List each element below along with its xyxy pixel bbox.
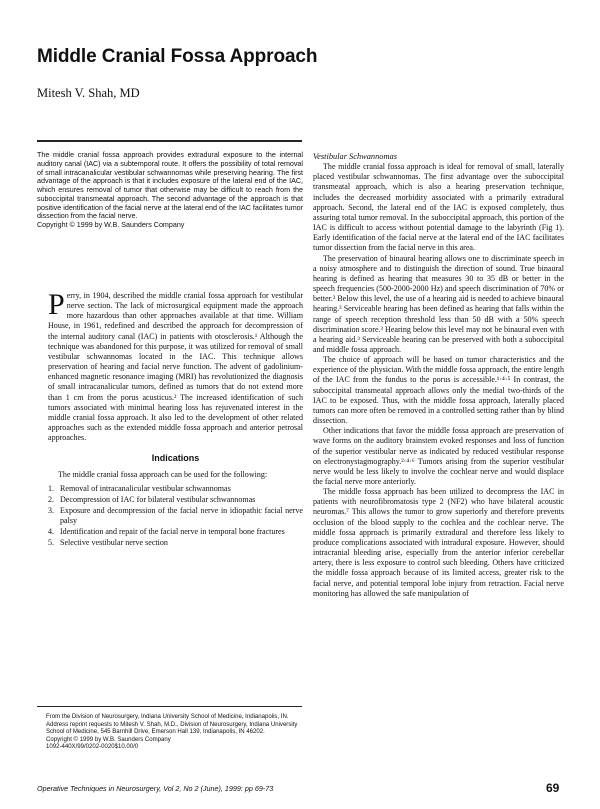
title-divider: [37, 140, 302, 142]
list-text: Identification and repair of the facial nerve in temporal bone fractures: [60, 527, 285, 537]
footnote-code: 1092-440X/99/0202-0020$10.00/0: [46, 744, 139, 751]
list-number: 4.: [48, 527, 55, 537]
abstract-text: The middle cranial fossa approach provides extradural exposure to the internal auditory canal (IAC) via a subtemporal route. It offers the possibility of total removal of small intracanalicular vestibular schwannomas while preserving hearing. The first advantage of the approach is that it includes exposure of the lateral end of the IAC, which ensures removal of tumor that otherwise may be difficult to reach from the suboccipital transmeatal approach. The second advantage of the approach is that positive identification of the facial nerve at the lateral end of the IAC facilitates tumor dissection from the facial nerve.: [37, 151, 303, 221]
list-text: Decompression of IAC for bilateral vestibular schwannomas: [60, 494, 256, 504]
abstract-copyright: Copyright © 1999 by W.B. Saunders Company: [37, 221, 185, 229]
list-number: 2.: [48, 494, 55, 504]
drop-cap: P: [48, 288, 65, 321]
list-item: [48, 495, 303, 505]
journal-citation: Operative Techniques in Neurosurgery, Vol 2, No 2 (June), 1999: pp 69-73: [37, 784, 274, 793]
footnote-copyright: Copyright © 1999 by W.B. Saunders Company: [46, 736, 171, 743]
list-text: Exposure and decompression of the facial nerve in idiopathic facial nerve palsy: [60, 505, 303, 526]
right-column: [313, 152, 564, 599]
article-title: Middle Cranial Fossa Approach: [37, 46, 318, 67]
footnote-divider: [37, 706, 302, 707]
indications-heading: Indications: [151, 453, 200, 464]
list-item: [48, 538, 303, 548]
body-paragraph: The middle cranial fossa approach is ideal for removal of small, laterally placed vestibular schwannomas. The first advantage over the suboccipital transmeatal approach, which is also a hearing preservation technique, includes the decreased morbidity associated with a primarily extradural approach. Second, the lateral end of the IAC is exposed completely, thus assuring total tumor removal. In the suboccipital approach, this portion of the IAC is difficult to access without potential damage to the labyrinth (Fig 1). Early identification of the facial nerve at the lateral end of the IAC facilitates tumor dissection from the facial nerve in this area.: [313, 162, 564, 253]
list-item: [48, 484, 303, 494]
list-number: 5.: [48, 538, 55, 548]
list-item: [48, 527, 303, 537]
intro-paragraph: [48, 288, 303, 443]
page-number: 69: [546, 781, 560, 795]
list-number: 3.: [48, 505, 55, 515]
intro-text: erry, in 1904, described the middle cranial fossa approach for vestibular nerve section. The lack of microsurgical equipment made the approach more hazardous than other approaches available at that time. William House, in 1961, redefined and described the approach for decompression of the internal auditory canal (IAC) in patients with otosclerosis.¹ Although the technique was abandoned for this purpose, it was utilized for removal of small vestibular schwannomas located in the IAC. This technique allows preservation of hearing and facial nerve function. The advent of gadolinium-enhanced magnetic resonance imaging (MRI) has revolutionized the diagnosis of small intracanalicular tumors, defined as tumors that do not extend more than 1 cm from the porus acusticus.² The increased identification of such tumors associated with minimal hearing loss has rejuvenated interest in the middle cranial fossa approach. It also led to the development of other related approaches such as the extended middle fossa approach and anterior petrosal approaches.: [48, 291, 303, 443]
abstract: [37, 151, 303, 230]
footnote: [37, 714, 302, 752]
list-number: 1.: [48, 483, 55, 493]
body-paragraph: Other indications that favor the middle fossa approach are preservation of wave forms on the auditory brainstem evoked responses and loss of function of the superior vestibular nerve as indicated by reduced vestibular response on electronystagmography.²·⁴·⁶ Tumors arising from the superior vestibular nerve would be less likely to involve the cochlear nerve and would displace the facial nerve more anteriorly.: [313, 426, 564, 486]
body-paragraph: The preservation of binaural hearing allows one to discriminate speech in a noisy atmosphere and to distinguish the direction of sound. True binaural hearing is defined as hearing that measures 30 to 35 dB or better in the speech frequencies (500-2000-2000 Hz) and speech discrimination of 70% or better.³ Below this level, the use of a hearing aid is needed to achieve binaural hearing.³ Serviceable hearing has been defined as hearing that falls within the range of speech reception threshold less than 50 dB with a 50% speech discrimination score.³ Hearing below this level may not be binaural even with a hearing aid.³ Serviceable hearing can be preserved with both a suboccipital and middle fossa approach.: [313, 253, 564, 354]
left-column: [48, 288, 303, 550]
list-text: Selective vestibular nerve section: [60, 538, 168, 548]
list-text: Removal of intracanalicular vestibular schwannomas: [60, 483, 231, 493]
author-name: Mitesh V. Shah, MD: [37, 86, 140, 100]
list-item: [48, 506, 303, 526]
footnote-address: Address reprint requests to Mitesh V. Shah, M.D., Division of Neurosurgery, Indiana University School of Medicine, 545 Barnhill Drive, Emerson Hall 139, Indianapolis, IN 46202.: [46, 721, 298, 736]
indications-list: [48, 484, 303, 549]
section-subheading: Vestibular Schwannomas: [313, 152, 397, 161]
indications-intro: The middle cranial fossa approach can be used for the following:: [58, 469, 268, 479]
footnote-affiliation: From the Division of Neurosurgery, Indiana University School of Medicine, Indianapolis, IN.: [46, 714, 289, 720]
body-paragraph: The choice of approach will be based on tumor characteristics and the experience of the physician. With the middle fossa approach, the entire length of the IAC from the fundus to the porus is accessible.¹·⁴·⁵ In contrast, the suboccipital transmeatal approach allows only the medial two-thirds of the IAC to be exposed. Thus, with the middle fossa approach, laterally placed tumors can more often be removed in a controlled setting rather than by blind dissection.: [313, 355, 564, 426]
body-paragraph: The middle fossa approach has been utilized to decompress the IAC in patients with neurofibromatosis type 2 (NF2) who have bilateral acoustic neuromas.⁷ This allows the tumor to grow superiorly and therefore prevents occlusion of the blood supply to the cochlea and the cochlear nerve. The middle fossa approach is primarily extradural and therefore less likely to produce complications associated with intradural exposure. However, should intracranial bleeding arise, especially from the anterior inferior cerebellar artery, there is less exposure to control such bleeding. Others have criticized the middle fossa approach because of its limited access, greater risk to the facial nerve, and potential temporal lobe injury from retraction. Facial nerve monitoring has allowed the safe manipulation of: [313, 487, 564, 598]
